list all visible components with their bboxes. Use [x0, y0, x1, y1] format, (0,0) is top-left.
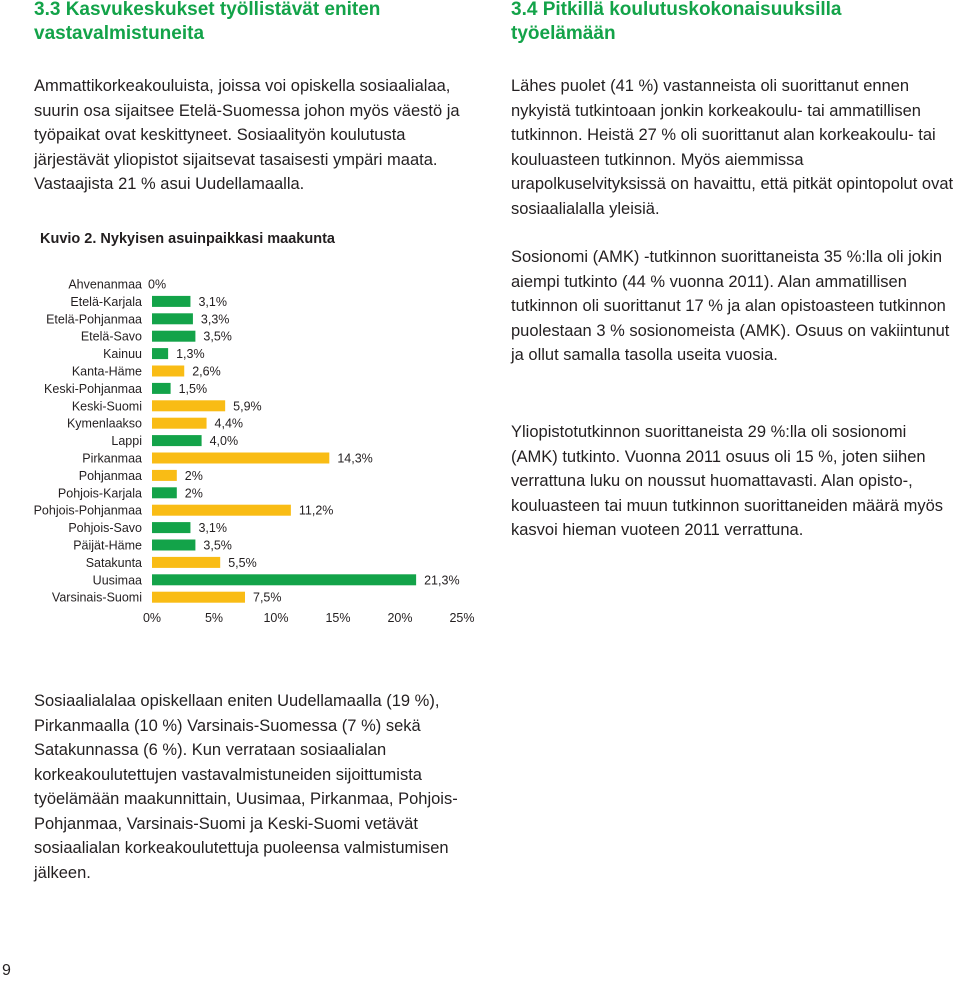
data-label: 2%	[184, 486, 203, 501]
data-label: 3,3%	[200, 312, 230, 327]
x-tick-label: 20%	[387, 611, 413, 625]
category-label: Etelä-Pohjanmaa	[46, 312, 142, 327]
category-label: Satakunta	[85, 555, 142, 570]
university-paragraph: Yliopistotutkinnon suorittaneista 29 %:lla oli sosionomi (AMK) tutkinto. Vuonna 2011 osuus oli 15 %, joten siihen verrattuna luku on noussut huomattavasti. Alan opisto-, kouluasteen tai muun tutkinnon suorittaneiden määrä myös kasvoi hieman vuoteen 2011 verrattuna.	[511, 423, 944, 539]
bar	[152, 348, 168, 359]
data-label: 5,9%	[233, 399, 262, 414]
bar	[152, 557, 220, 568]
category-label: Keski-Pohjanmaa	[44, 381, 142, 396]
category-label: Päijät-Häme	[73, 538, 142, 553]
bar	[152, 540, 195, 551]
data-label: 14,3%	[337, 451, 373, 466]
category-label: Varsinais-Suomi	[51, 590, 142, 605]
data-label: 11,2%	[298, 503, 334, 518]
section-heading-3-4: 3.4 Pitkillä koulutuskokonaisuuksilla työelämään	[511, 0, 842, 44]
category-label: Keski-Suomi	[71, 399, 142, 414]
bar	[152, 435, 202, 446]
category-label: Pirkanmaa	[82, 451, 142, 466]
data-label: 3,5%	[203, 538, 232, 553]
x-tick-label: 5%	[204, 611, 224, 625]
bar	[152, 487, 177, 498]
category-label: Ahvenanmaa	[68, 277, 142, 292]
bar	[152, 522, 190, 533]
data-label: 21,3%	[424, 573, 460, 588]
category-label: Pohjois-Savo	[68, 521, 142, 536]
intro-paragraph: Ammattikorkeakouluista, joissa voi opiskella sosiaalialaa, suurin osa sijaitsee Etelä-Suomessa johon myös väestö ja työpaikat ovat keskittyneet. Sosiaalityön koulutusta järjestävät yliopistot sijaitsevat tasaisesti ympäri maata. Vastaajista 21 % asui Uudellamaalla.	[34, 77, 460, 193]
bar	[152, 400, 225, 411]
data-label: 2%	[184, 468, 203, 483]
section-heading-3-3: 3.3 Kasvukeskukset työllistävät eniten vastavalmistuneita	[34, 0, 381, 44]
data-label: 5,5%	[228, 555, 257, 570]
figure-caption: Kuvio 2. Nykyisen asuinpaikkasi maakunta	[40, 231, 335, 247]
bar	[152, 366, 184, 377]
bar	[152, 331, 195, 342]
x-tick-label: 10%	[263, 611, 289, 625]
category-label: Uusimaa	[92, 573, 142, 588]
data-label: 2,6%	[192, 364, 221, 379]
x-tick-label: 0%	[142, 611, 162, 625]
x-tick-label: 15%	[325, 611, 351, 625]
data-label: 1,3%	[176, 347, 205, 362]
data-label: 4,4%	[214, 416, 244, 431]
bar	[152, 383, 171, 394]
x-tick-label: 25%	[449, 611, 475, 625]
page-number: 9	[2, 962, 11, 979]
region-bar-chart	[0, 268, 480, 633]
category-label: Etelä-Karjala	[70, 294, 142, 309]
category-label: Etelä-Savo	[80, 329, 142, 344]
bar	[152, 313, 193, 324]
data-label: 3,1%	[198, 294, 227, 309]
bar	[152, 574, 416, 585]
sosionomi-paragraph: Sosionomi (AMK) -tutkinnon suorittaneista 35 %:lla oli jokin aiempi tutkinto (44 % vuonna 2011). Alan ammatillisen tutkinnon oli suorittanut 17 % ja alan opistoasteen tutkinnon puolestaan 3 % sosionomeista (AMK). Osuus on vakiintunut ja ollut samalla tasolla useita vuosia.	[511, 248, 950, 364]
data-label: 7,5%	[253, 590, 282, 605]
category-label: Pohjois-Karjala	[57, 486, 142, 501]
category-label: Lappi	[111, 434, 142, 449]
category-label: Kanta-Häme	[71, 364, 142, 379]
data-label: 4,0%	[209, 434, 239, 449]
bar	[152, 453, 329, 464]
bar	[152, 592, 245, 603]
previous-degrees-paragraph: Lähes puolet (41 %) vastanneista oli suorittanut ennen nykyistä tutkintoaan jonkin korkeakoulu- tai ammatillisen tutkinnon. Heistä 27 % oli suorittanut alan korkeakoulu- tai kouluasteen tutkinnon. Myös aiemmissa urapolkuselvityksissä on havaittu, että pitkät opintopolut ovat sosiaalialalla yleisiä.	[511, 77, 954, 218]
category-label: Kymenlaakso	[66, 416, 142, 431]
category-label: Pohjois-Pohjanmaa	[33, 503, 142, 518]
data-label: 3,1%	[198, 521, 227, 536]
bar	[152, 296, 190, 307]
data-label: 1,5%	[178, 381, 208, 396]
category-label: Kainuu	[103, 347, 142, 362]
category-label: Pohjanmaa	[78, 468, 142, 483]
data-label: 3,5%	[203, 329, 232, 344]
bar	[152, 418, 207, 429]
bar	[152, 470, 177, 481]
data-label: 0%	[148, 277, 167, 292]
bar	[152, 505, 291, 516]
regional-summary-paragraph: Sosiaalialalaa opiskellaan eniten Uudellamaalla (19 %), Pirkanmaalla (10 %) Varsinais-Suomessa (7 %) sekä Satakunnassa (6 %). Kun verrataan sosiaalialan korkeakoulutettujen vastavalmistuneiden sijoittumista työelämään maakunnittain, Uusimaa, Pirkanmaa, Pohjois-Pohjanmaa, Varsinais-Suomi ja Keski-Suomi vetävät sosiaalialan korkeakoulutettuja puoleensa valmistumisen jälkeen.	[34, 692, 458, 882]
